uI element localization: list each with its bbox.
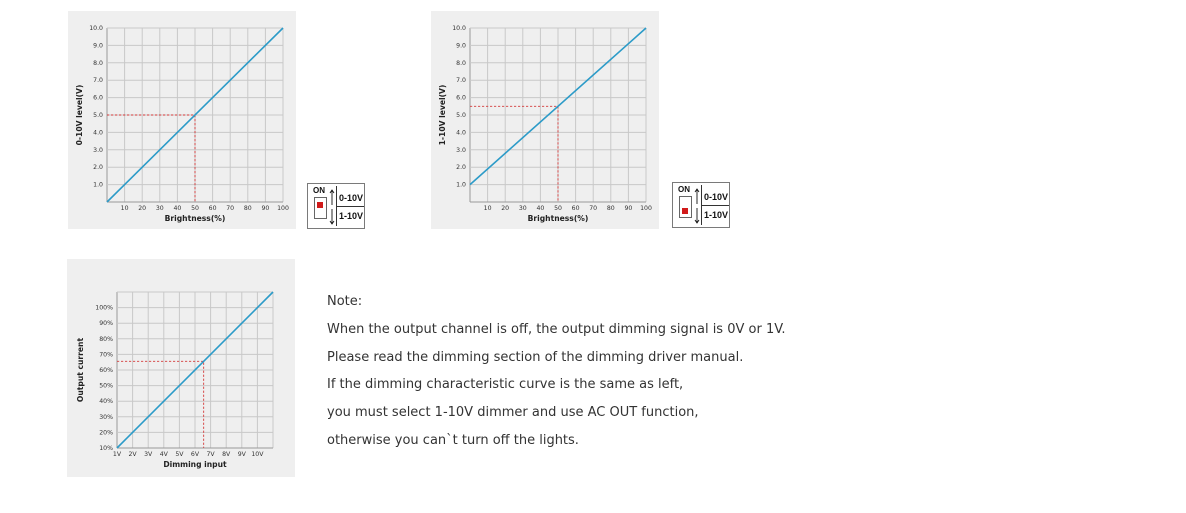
x-tick-label: 70 <box>589 205 598 212</box>
dip-switch-0-10v[interactable] <box>307 183 365 229</box>
x-tick-label: 60 <box>208 205 217 212</box>
switch-direction-arrows-icon <box>694 187 700 225</box>
note-block <box>327 288 786 455</box>
x-tick-label: 100 <box>640 205 652 212</box>
x-tick-label: 30 <box>518 205 527 212</box>
note-line: When the output channel is off, the output dimming signal is 0V or 1V. <box>327 321 786 337</box>
y-tick-label: 2.0 <box>456 164 466 172</box>
switch-knob-icon <box>317 202 323 208</box>
y-tick-label: 10% <box>99 445 113 452</box>
y-tick-label: 10.0 <box>89 25 103 32</box>
note-line: Please read the dimming section of the dimming driver manual. <box>327 349 744 365</box>
switch-divider <box>336 206 364 207</box>
x-tick-label: 10V <box>251 451 264 458</box>
x-tick-label: 3V <box>144 451 153 458</box>
x-tick-label: 90 <box>624 205 633 212</box>
x-tick-label: 40 <box>173 205 182 212</box>
switch-option-bottom: 1-10V <box>339 211 364 221</box>
y-axis-title: 1-10V level(V) <box>438 84 447 146</box>
switch-option-top: 0-10V <box>339 193 364 203</box>
switch-knob-icon <box>682 208 688 214</box>
y-tick-label: 80% <box>99 335 113 343</box>
y-tick-label: 5.0 <box>456 112 466 119</box>
y-tick-label: 30% <box>99 413 113 421</box>
y-tick-label: 90% <box>99 320 113 328</box>
chart-1-10v <box>431 11 659 229</box>
note-line: If the dimming characteristic curve is the same as left, <box>327 377 684 393</box>
y-tick-label: 40% <box>99 398 113 406</box>
x-tick-label: 20 <box>501 205 510 212</box>
x-tick-label: 60 <box>571 205 580 212</box>
switch-body <box>314 197 327 219</box>
x-tick-label: 5V <box>175 451 184 458</box>
y-tick-label: 6.0 <box>456 94 466 102</box>
y-tick-label: 9.0 <box>93 42 103 50</box>
x-tick-label: 70 <box>226 205 235 212</box>
x-tick-label: 6V <box>190 451 200 458</box>
y-tick-label: 60% <box>99 367 113 374</box>
marker-guide-line <box>470 106 558 202</box>
x-tick-label: 80 <box>606 205 615 212</box>
x-axis-title: Dimming input <box>163 460 227 469</box>
y-tick-label: 9.0 <box>456 42 466 50</box>
switch-on-label: ON <box>313 186 325 195</box>
chart-panel-1-10v <box>431 11 659 229</box>
y-tick-label: 7.0 <box>93 77 103 85</box>
switch-on-label: ON <box>678 185 690 194</box>
y-tick-label: 4.0 <box>456 129 466 137</box>
switch-divider <box>701 205 729 206</box>
y-axis-title: 0-10V level(V) <box>75 84 84 146</box>
chart-panel-0-10v <box>68 11 296 229</box>
x-tick-label: 7V <box>206 451 215 458</box>
x-tick-label: 50 <box>191 205 199 212</box>
y-tick-label: 6.0 <box>93 94 103 102</box>
note-line: you must select 1-10V dimmer and use AC OUT function, <box>327 405 699 421</box>
y-tick-label: 20% <box>99 429 113 437</box>
x-tick-label: 2V <box>128 451 137 458</box>
y-tick-label: 70% <box>99 351 113 359</box>
x-tick-label: 9V <box>237 451 246 458</box>
y-tick-label: 100% <box>95 304 113 312</box>
switch-body <box>679 196 692 218</box>
note-heading: Note: <box>327 294 363 309</box>
y-tick-label: 4.0 <box>93 129 103 137</box>
x-tick-label: 4V <box>159 451 168 458</box>
y-tick-label: 3.0 <box>93 146 103 154</box>
x-tick-label: 10 <box>120 205 129 212</box>
note-line: otherwise you can`t turn off the lights. <box>327 432 579 448</box>
y-tick-label: 10.0 <box>452 25 466 32</box>
x-tick-label: 90 <box>261 205 270 212</box>
x-tick-label: 8V <box>222 451 231 458</box>
x-tick-label: 30 <box>155 205 164 212</box>
chart-output-current <box>67 259 295 477</box>
dip-switch-1-10v[interactable] <box>672 182 730 228</box>
y-tick-label: 8.0 <box>456 59 466 67</box>
x-tick-label: 40 <box>536 205 545 212</box>
y-tick-label: 1.0 <box>93 181 103 189</box>
y-tick-label: 1.0 <box>456 181 466 189</box>
y-axis-title: Output current <box>76 337 85 403</box>
switch-option-top: 0-10V <box>704 192 729 202</box>
y-tick-label: 8.0 <box>93 59 103 67</box>
x-axis-title: Brightness(%) <box>527 214 589 223</box>
x-tick-label: 100 <box>277 205 289 212</box>
x-tick-label: 20 <box>138 205 147 212</box>
x-tick-label: 50 <box>554 205 562 212</box>
chart-0-10v <box>68 11 296 229</box>
y-tick-label: 50% <box>99 382 113 390</box>
y-tick-label: 7.0 <box>456 77 466 85</box>
chart-panel-output-current <box>67 259 295 477</box>
x-tick-label: 80 <box>243 205 252 212</box>
y-tick-label: 5.0 <box>93 112 103 119</box>
x-tick-label: 10 <box>483 205 492 212</box>
switch-option-bottom: 1-10V <box>704 210 729 220</box>
y-tick-label: 2.0 <box>93 164 103 172</box>
x-tick-label: 1V <box>112 451 122 458</box>
switch-direction-arrows-icon <box>329 188 335 226</box>
y-tick-label: 3.0 <box>456 146 466 154</box>
x-axis-title: Brightness(%) <box>164 214 226 223</box>
